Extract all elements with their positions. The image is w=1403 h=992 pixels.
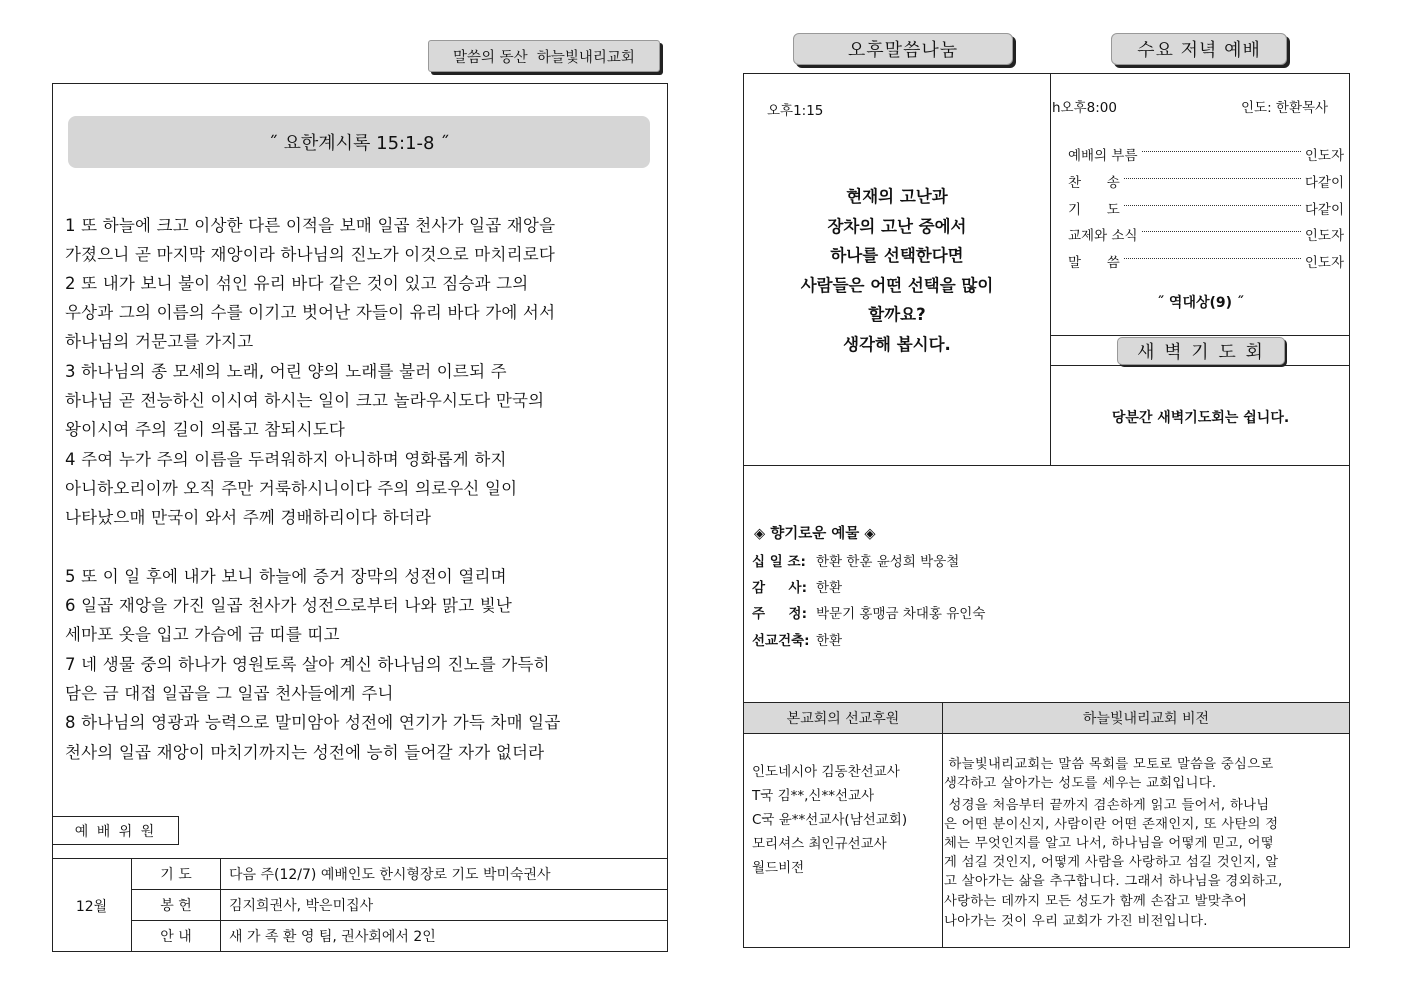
church-tag xyxy=(428,40,660,72)
verse-line: 1 또 하늘에 크고 이상한 다른 이적을 보매 일곱 천사가 일곱 재앙을 xyxy=(65,216,556,235)
vision-line: 고 살아가는 삶을 추구합니다. 그래서 하나님을 경외하고, xyxy=(944,874,1283,889)
afternoon-time: 오후1:15 xyxy=(767,103,824,119)
verse-line: 4 주여 누가 주의 이름을 두려워하지 아니하며 영화롭게 하지 xyxy=(65,450,507,469)
leader-dots xyxy=(1142,231,1301,232)
wednesday-scripture: ˝ 역대상(9) ˝ xyxy=(1157,295,1244,311)
order-item-label: 찬 송 xyxy=(1068,175,1120,191)
order-item-who: 다같이 xyxy=(1304,175,1344,191)
staff-month-text: 12월 xyxy=(75,898,108,915)
order-item-who: 인도자 xyxy=(1304,148,1344,164)
verse-line: 하나님의 거문고를 가지고 xyxy=(65,332,254,351)
dawn-header xyxy=(1117,337,1285,365)
vision-line: 하늘빛내리교회는 말씀 목회를 모토로 말씀을 중심으로 xyxy=(944,757,1274,772)
order-item-label: 예배의 부름 xyxy=(1068,148,1138,164)
verse-line: 2 또 내가 보니 불이 섞인 유리 바다 같은 것이 있고 짐승과 그의 xyxy=(65,274,529,293)
worship-staff-label-text: 예 배 위 원 xyxy=(74,823,157,840)
offering-row xyxy=(752,576,842,596)
offering-row xyxy=(752,550,959,570)
wednesday-header-text: 수요 저녁 예배 xyxy=(1137,40,1261,61)
message-line: 현재의 고난과 xyxy=(846,187,948,206)
order-item xyxy=(1068,198,1344,218)
dawn-header-text: 새 벽 기 도 회 xyxy=(1137,342,1265,363)
vision-line: 체는 무엇인지를 알고 나서, 하나님을 어떻게 믿고, 어떻 xyxy=(944,836,1274,851)
staff-role xyxy=(131,889,221,921)
offering-names: 박문기 홍맹금 차대홍 유인숙 xyxy=(816,606,986,622)
mission-item: C국 윤**선교사(남선교회) xyxy=(752,812,908,828)
verse-line: 3 하나님의 종 모세의 노래, 어린 양의 노래를 불러 이르되 주 xyxy=(65,362,507,381)
verse-line: 5 또 이 일 후에 내가 보니 하늘에 증거 장막의 성전이 열리며 xyxy=(65,567,507,586)
wednesday-time: h오후8:00 xyxy=(1052,100,1117,116)
dawn-notice: 당분간 새벽기도회는 쉽니다. xyxy=(1111,410,1290,426)
verse-line: 왕이시여 주의 길이 의롭고 참되시도다 xyxy=(65,420,346,439)
frame-line xyxy=(1050,365,1350,366)
message-line: 할까요? xyxy=(868,305,926,324)
verse-line: 6 일곱 재앙을 가진 일곱 천사가 성전으로부터 나와 맑고 빛난 xyxy=(65,596,513,615)
order-item xyxy=(1068,171,1344,191)
vision-line: 생각하고 살아가는 성도를 세우는 교회입니다. xyxy=(944,776,1217,791)
message-line: 장차의 고난 중에서 xyxy=(827,216,967,236)
staff-role-text: 기 도 xyxy=(160,867,192,883)
verse-line: 나타났으매 만국이 와서 주께 경배하리이다 하더라 xyxy=(65,508,432,527)
frame-line xyxy=(743,947,1350,948)
offering-row xyxy=(752,602,985,622)
verse-line: 세마포 옷을 입고 가슴에 금 띠를 띠고 xyxy=(65,625,340,644)
afternoon-header xyxy=(793,33,1013,65)
verse-line: 8 하나님의 영광과 능력으로 말미암아 성전에 연기가 가득 차매 일곱 xyxy=(65,713,561,732)
offering-names: 한환 xyxy=(816,580,843,596)
mission-header: 본교회의 선교후원 xyxy=(786,711,900,727)
vision-header: 하늘빛내리교회 비전 xyxy=(1082,711,1210,727)
staff-detail xyxy=(220,889,668,921)
mission-item: 모리셔스 최인규선교사 xyxy=(752,836,887,852)
order-item-who: 다같이 xyxy=(1304,202,1344,218)
frame-line xyxy=(743,733,1350,734)
order-item-label: 말 씀 xyxy=(1068,255,1120,271)
order-item xyxy=(1068,224,1344,244)
leader-dots xyxy=(1124,258,1301,259)
vision-line: 사랑하는 데까지 모든 성도가 함께 손잡고 발맞추어 xyxy=(944,894,1248,909)
wednesday-leader: 인도: 한환목사 xyxy=(1241,100,1329,116)
order-item xyxy=(1068,251,1344,271)
scripture-title-bar xyxy=(68,116,650,168)
staff-role-text: 봉 헌 xyxy=(160,898,192,914)
mission-item: 월드비전 xyxy=(752,860,805,876)
verse-line: 7 네 생물 중의 하나가 영원토록 살아 계신 하나님의 진노를 가득히 xyxy=(65,655,550,674)
staff-detail-text: 새 가 족 환 영 팀, 권사회에서 2인 xyxy=(229,929,436,945)
offering-label: 감 사: xyxy=(752,580,807,596)
staff-detail xyxy=(220,858,668,890)
frame-line xyxy=(743,465,1350,466)
offering-row xyxy=(752,629,842,649)
wednesday-header xyxy=(1111,33,1287,65)
verse-line: 가졌으니 곧 마지막 재앙이라 하나님의 진노가 이것으로 마치리로다 xyxy=(65,245,556,264)
order-item-label: 기 도 xyxy=(1068,202,1120,218)
offering-label: 주 정: xyxy=(752,606,807,622)
message-line: 하나를 선택한다면 xyxy=(830,246,964,265)
afternoon-header-text: 오후말씀나눔 xyxy=(847,40,959,61)
leader-dots xyxy=(1124,178,1301,179)
order-item-label: 교제와 소식 xyxy=(1068,228,1138,244)
staff-role-text: 안 내 xyxy=(160,929,192,945)
vision-line: 나아가는 것이 우리 교회가 가진 비전입니다. xyxy=(944,914,1208,929)
staff-detail xyxy=(220,920,668,952)
message-line: 생각해 봅시다. xyxy=(843,334,951,354)
staff-detail-text: 김지희권사, 박은미집사 xyxy=(229,898,374,914)
vision-line: 성경을 처음부터 끝까지 겸손하게 읽고 들어서, 하나님 xyxy=(944,798,1270,813)
offering-label: 십 일 조: xyxy=(752,554,806,570)
leader-dots xyxy=(1124,205,1301,206)
frame-line xyxy=(1349,73,1350,948)
scripture-title: ˝ 요한계시록 15:1-8 ˝ xyxy=(268,133,450,154)
worship-staff-label xyxy=(52,816,179,845)
order-item xyxy=(1068,144,1344,164)
verse-line: 담은 금 대접 일곱을 그 일곱 천사들에게 주니 xyxy=(65,684,394,703)
church-tag-text: 말씀의 동산 하늘빛내리교회 xyxy=(453,49,635,66)
frame-line xyxy=(942,702,943,948)
staff-month xyxy=(52,858,132,952)
offering-names: 한환 xyxy=(816,633,843,649)
offering-names: 한환 한훈 윤성희 박웅철 xyxy=(816,554,960,570)
frame-line xyxy=(1050,335,1350,336)
verse-line: 아니하오리이까 오직 주만 거룩하시니이다 주의 의로우신 일이 xyxy=(65,479,518,498)
message-line: 사람들은 어떤 선택을 많이 xyxy=(800,275,994,295)
frame-line xyxy=(743,73,1350,74)
offering-title: ◈ 향기로운 예물 ◈ xyxy=(754,526,876,542)
order-item-who: 인도자 xyxy=(1304,228,1344,244)
verse-line: 우상과 그의 이름의 수를 이기고 벗어난 자들이 유리 바다 가에 서서 xyxy=(65,303,556,322)
verse-line: 하나님 곧 전능하신 이시여 하시는 일이 크고 놀라우시도다 만국의 xyxy=(65,391,545,410)
vision-line: 은 어떤 분이신지, 사람이란 어떤 존재인지, 또 사탄의 정 xyxy=(944,817,1279,832)
staff-role xyxy=(131,920,221,952)
order-item-who: 인도자 xyxy=(1304,255,1344,271)
leader-dots xyxy=(1142,151,1301,152)
vision-line: 게 섬길 것인지, 어떻게 사람을 사랑하고 섬길 것인지, 알 xyxy=(944,855,1279,870)
afternoon-message xyxy=(744,182,1050,359)
mission-item: 인도네시아 김동찬선교사 xyxy=(752,764,900,780)
staff-role xyxy=(131,858,221,890)
offering-label: 선교건축: xyxy=(752,633,810,649)
verse-line: 천사의 일곱 재앙이 마치기까지는 성전에 능히 들어갈 자가 없더라 xyxy=(65,743,545,762)
mission-item: T국 김**,신**선교사 xyxy=(752,788,875,804)
staff-detail-text: 다음 주(12/7) 예배인도 한시형장로 기도 박미숙권사 xyxy=(229,867,551,883)
